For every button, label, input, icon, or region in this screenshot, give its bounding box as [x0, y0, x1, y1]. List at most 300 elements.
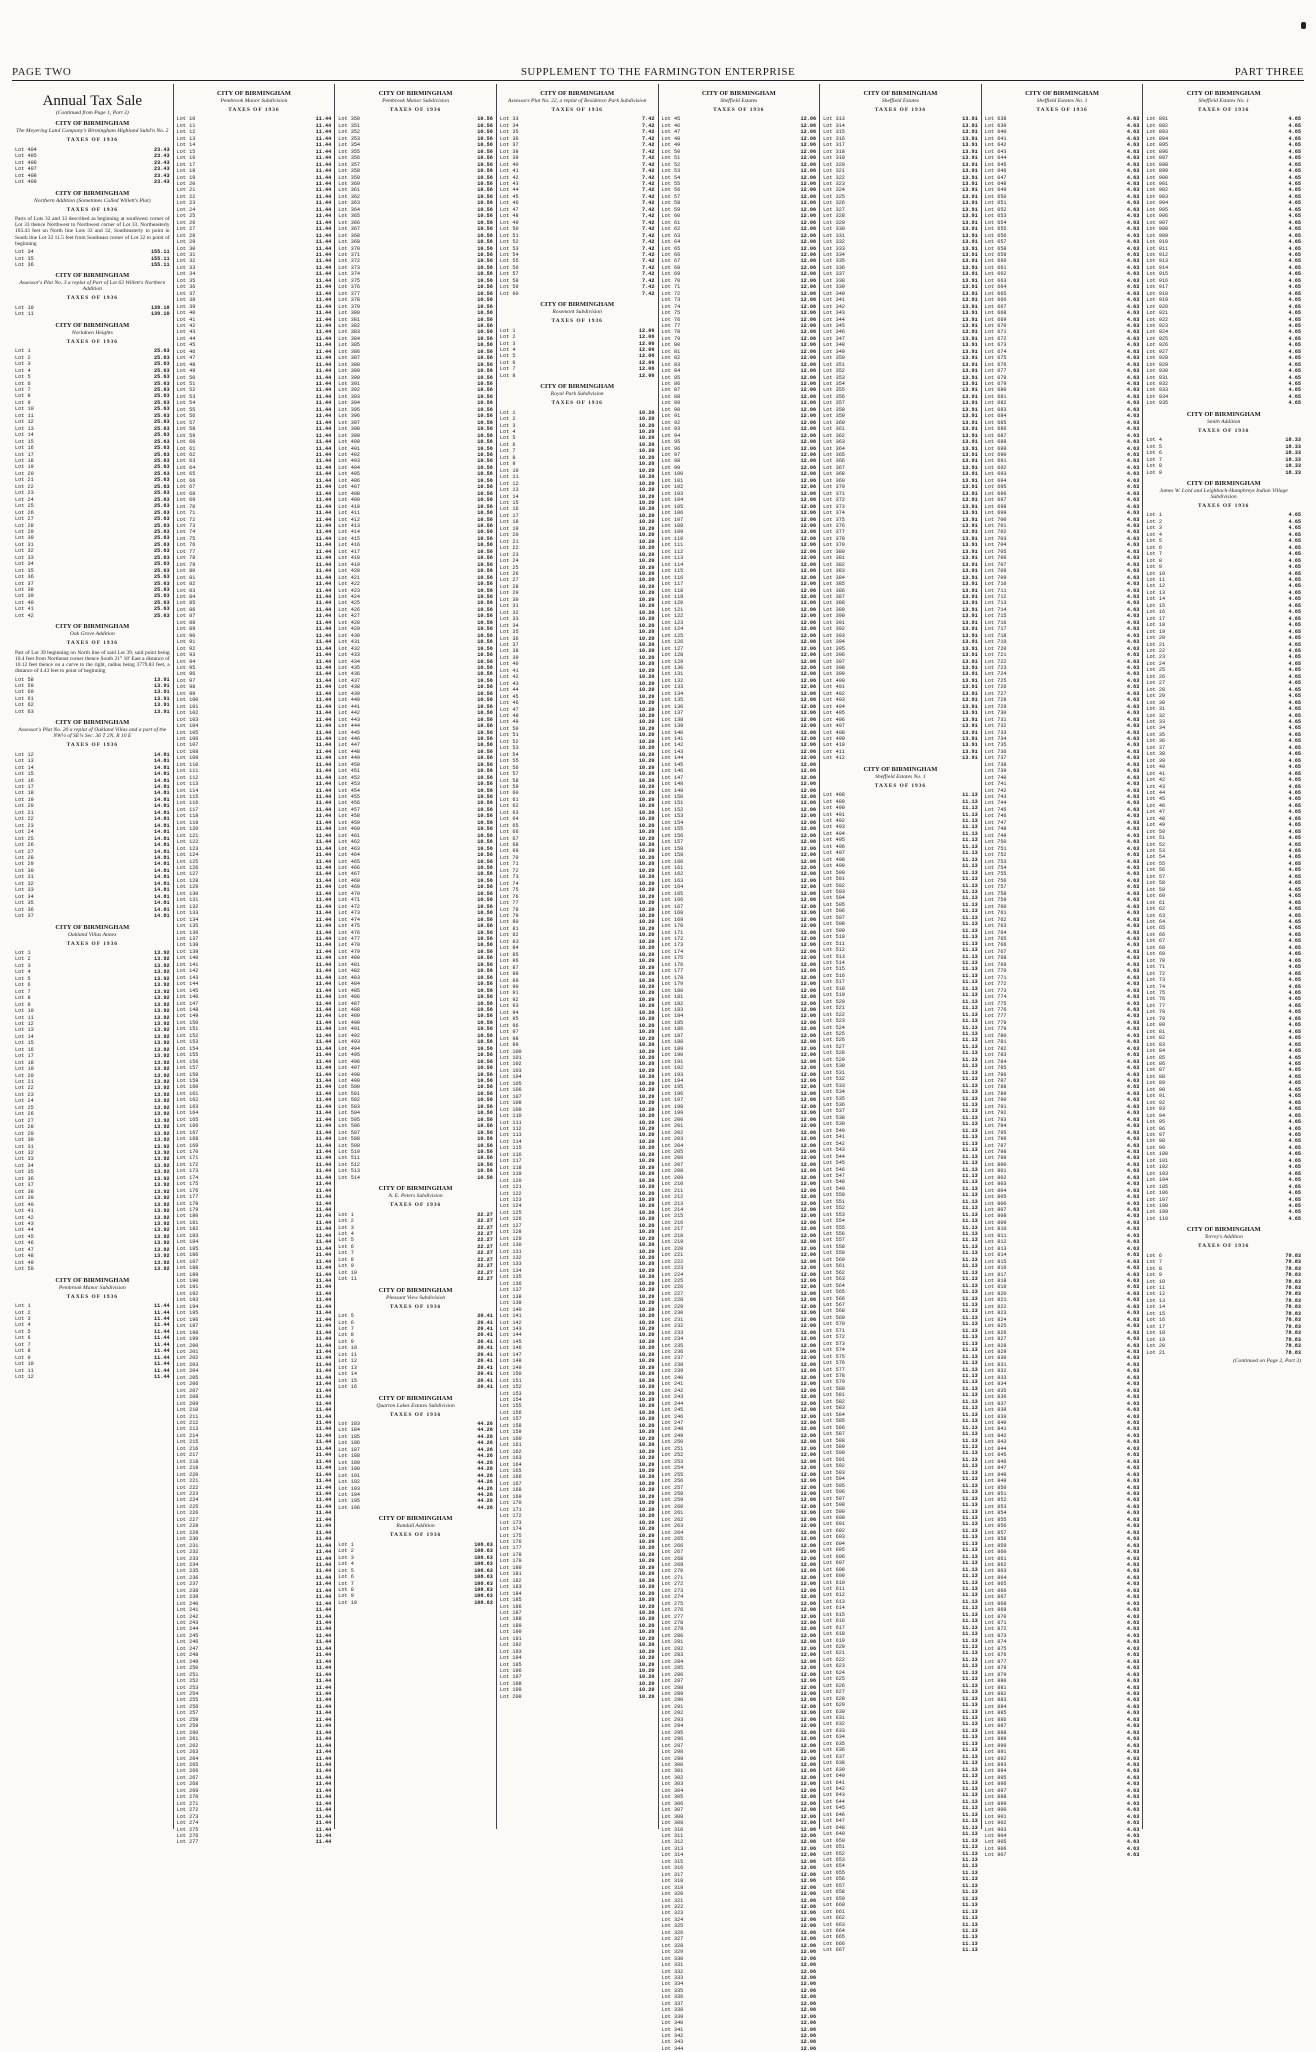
- lot-number: Lot 750: [984, 839, 1007, 846]
- lot-number: Lot 121: [499, 1184, 522, 1191]
- lot-number: Lot 7: [499, 366, 516, 373]
- lot-number: Lot 815: [984, 1258, 1007, 1265]
- lot-number: Lot 509: [823, 927, 845, 934]
- lot-number: Lot 12: [15, 419, 34, 426]
- tax-amount: 12.06: [800, 1955, 817, 1962]
- tax-amount: 13.91: [962, 471, 978, 478]
- tax-amount: 20.41: [477, 1377, 493, 1384]
- lot-number: Lot 177: [176, 1194, 199, 1201]
- lot-number: Lot 27: [15, 1117, 34, 1124]
- tax-amount: 13.92: [154, 1143, 170, 1150]
- lot-number: Lot 521: [823, 1005, 845, 1012]
- tax-amount: 11.44: [315, 1613, 332, 1620]
- lot-number: Lot 489: [823, 798, 845, 805]
- tax-amount: 13.92: [154, 1040, 170, 1047]
- tax-amount: 12.06: [800, 1568, 817, 1575]
- tax-amount: 14.81: [154, 861, 170, 868]
- tax-amount: 11.13: [962, 979, 978, 986]
- tax-amount: 10.56: [477, 632, 493, 639]
- tax-amount: 11.44: [315, 626, 332, 633]
- tax-amount: 11.13: [962, 1089, 978, 1096]
- tax-amount: 13.92: [154, 975, 170, 982]
- lot-number: Lot 794: [984, 1123, 1007, 1130]
- tax-amount: 13.91: [962, 271, 978, 278]
- tax-amount: 12.06: [800, 903, 817, 910]
- lot-number: Lot 355: [823, 387, 845, 394]
- lot-number: Lot 55: [499, 258, 519, 265]
- tax-amount: 11.44: [315, 1071, 332, 1078]
- tax-amount: 4.63: [1126, 903, 1140, 910]
- tax-amount: 4.63: [1126, 1200, 1140, 1207]
- lot-number: Lot 73: [661, 297, 681, 304]
- tax-amount: 13.92: [154, 1072, 170, 1079]
- tax-amount: 12.06: [800, 1458, 817, 1465]
- lot-number: Lot 365: [823, 452, 845, 459]
- lot-number: Lot 496: [823, 843, 845, 850]
- lot-number: Lot 572: [823, 1334, 845, 1341]
- lot-number: Lot 343: [823, 310, 845, 317]
- lot-number: Lot 717: [984, 626, 1007, 633]
- tax-amount: 10.56: [477, 703, 493, 710]
- lot-number: Lot 29: [499, 590, 519, 597]
- lot-number: Lot 730: [984, 710, 1007, 717]
- tax-amount: 11.13: [962, 1179, 978, 1186]
- tax-amount: 10.56: [477, 1052, 493, 1059]
- tax-amount: 11.13: [962, 1753, 978, 1760]
- lot-number: Lot 186: [661, 1026, 684, 1033]
- lot-number: Lot 88: [661, 393, 681, 400]
- tax-amount: 13.91: [962, 735, 978, 742]
- tax-amount: 11.44: [315, 852, 332, 859]
- tax-amount: 11.44: [315, 574, 332, 581]
- lot-number: Lot 348: [823, 342, 845, 349]
- tax-amount: 11.44: [315, 768, 332, 775]
- lot-number: Lot 90: [176, 632, 196, 639]
- lot-number: Lot 41: [176, 316, 196, 323]
- lot-number: Lot 391: [823, 619, 845, 626]
- tax-amount: 10.56: [477, 884, 493, 891]
- lot-number: Lot 368: [823, 471, 845, 478]
- tax-amount: 13.91: [962, 245, 978, 252]
- section-subdivision: Assessors Plat No. 22, a replat of Residence Park Subdivision: [507, 98, 647, 104]
- tax-amount: 11.44: [315, 1181, 332, 1188]
- lot-number: Lot 103: [176, 716, 199, 723]
- lot-number: Lot 191: [338, 1472, 361, 1479]
- lot-number: Lot 268: [176, 1781, 199, 1788]
- lot-number: Lot 24: [15, 496, 34, 503]
- tax-amount: 11.13: [962, 1347, 978, 1354]
- tax-amount: 14.81: [154, 835, 170, 842]
- lot-number: Lot 49: [661, 142, 681, 149]
- lot-number: Lot 7: [338, 1580, 354, 1587]
- lot-number: Lot 122: [661, 613, 684, 620]
- lot-number: Lot 166: [661, 897, 684, 904]
- lot-number: Lot 185: [176, 1245, 199, 1252]
- tax-amount: 25.63: [154, 438, 170, 445]
- tax-amount: 11.44: [315, 445, 332, 452]
- lot-number: Lot 354: [823, 381, 845, 388]
- tax-amount: 10.56: [477, 135, 493, 142]
- lot-number: Lot 322: [823, 174, 845, 181]
- lot-number: Lot 36: [499, 635, 519, 642]
- tax-amount: 13.92: [154, 969, 170, 976]
- lot-number: Lot 599: [823, 1508, 845, 1515]
- tax-amount: 4.63: [1126, 381, 1140, 388]
- lot-number: Lot 454: [338, 787, 361, 794]
- tax-amount: 11.13: [962, 1385, 978, 1392]
- lot-number: Lot 279: [661, 1626, 684, 1633]
- tax-amount: 4.63: [1126, 464, 1140, 471]
- tax-amount: 4.63: [1126, 1226, 1140, 1233]
- lot-number: Lot 143: [499, 1326, 522, 1333]
- lot-number: Lot 66: [176, 477, 196, 484]
- lot-number: Lot 656: [984, 232, 1007, 239]
- tax-amount: 12.06: [800, 768, 817, 775]
- tax-amount: 11.44: [315, 1581, 332, 1588]
- tax-amount: 10.56: [477, 174, 493, 181]
- tax-amount: 11.13: [962, 1456, 978, 1463]
- tax-amount: 11.44: [315, 800, 332, 807]
- tax-amount: 10.56: [477, 116, 493, 123]
- tax-amount: 4.63: [1126, 393, 1140, 400]
- lot-number: Lot 35: [15, 255, 34, 262]
- tax-amount: 108.63: [474, 1541, 493, 1548]
- lot-number: Lot 766: [984, 942, 1007, 949]
- tax-amount: 4.63: [1126, 1161, 1140, 1168]
- tax-amount: 10.20: [638, 1422, 655, 1429]
- tax-amount: 11.44: [315, 632, 332, 639]
- tax-amount: 14.81: [154, 764, 170, 771]
- lot-number: Lot 631: [823, 1715, 845, 1722]
- lot-number: Lot 103: [499, 1067, 522, 1074]
- tax-amount: 11.44: [315, 1749, 332, 1756]
- lot-number: Lot 10: [15, 406, 34, 413]
- tax-amount: 10.20: [638, 454, 655, 461]
- lot-number: Lot 683: [984, 406, 1007, 413]
- tax-amount: 12.06: [800, 1942, 817, 1949]
- lot-number: Lot 66: [661, 251, 681, 258]
- taxes-label: TAXES OF 1936: [66, 1293, 118, 1300]
- tax-amount: 11.44: [315, 845, 332, 852]
- lot-number: Lot 460: [338, 826, 361, 833]
- tax-amount: 13.91: [962, 142, 978, 149]
- tax-amount: 10.20: [638, 1577, 655, 1584]
- lot-number: Lot 7: [338, 1250, 354, 1257]
- tax-amount: 4.63: [1126, 142, 1140, 149]
- lot-number: Lot 67: [661, 258, 681, 265]
- tax-amount: 12.06: [638, 340, 655, 347]
- lot-number: Lot 265: [661, 1536, 684, 1543]
- lot-number: Lot 392: [823, 626, 845, 633]
- tax-amount: 13.91: [962, 697, 978, 704]
- lot-number: Lot 163: [176, 1103, 199, 1110]
- lot-number: Lot 64: [499, 816, 519, 823]
- tax-amount: 10.20: [638, 1616, 655, 1623]
- lot-number: Lot 444: [338, 723, 361, 730]
- tax-amount: 4.63: [1126, 871, 1140, 878]
- lot-number: Lot 65: [499, 822, 519, 829]
- lot-number: Lot 165: [176, 1116, 199, 1123]
- tax-amount: 11.44: [315, 1342, 332, 1349]
- tax-amount: 11.13: [962, 1360, 978, 1367]
- lot-number: Lot 337: [823, 271, 845, 278]
- tax-amount: 10.20: [638, 1532, 655, 1539]
- tax-amount: 4.63: [1126, 174, 1140, 181]
- lot-number: Lot 114: [499, 1138, 522, 1145]
- lot-number: Lot 383: [823, 568, 845, 575]
- lot-number: Lot 432: [338, 645, 361, 652]
- lot-number: Lot 53: [176, 393, 196, 400]
- tax-amount: 13.91: [962, 193, 978, 200]
- lot-number: Lot 112: [176, 774, 199, 781]
- tax-amount: 10.56: [477, 251, 493, 258]
- tax-amount: 11.13: [962, 1443, 978, 1450]
- lot-number: Lot 2: [338, 1218, 354, 1225]
- lot-number: Lot 25: [499, 564, 519, 571]
- tax-amount: 11.13: [962, 1644, 978, 1651]
- tax-amount: 12.06: [800, 523, 817, 529]
- lot-number: Lot 58: [15, 676, 34, 683]
- tax-amount: 10.56: [477, 987, 493, 994]
- lot-number: Lot 635: [823, 1740, 845, 1747]
- tax-amount: 11.13: [962, 1424, 978, 1431]
- lot-number: Lot 777: [984, 1013, 1007, 1020]
- tax-amount: 12.06: [800, 794, 817, 801]
- lot-number: Lot 226: [661, 1284, 684, 1291]
- lot-number: Lot 510: [338, 1148, 361, 1155]
- lot-number: Lot 130: [176, 890, 199, 897]
- tax-amount: 10.56: [477, 916, 493, 923]
- tax-amount: 4.63: [1126, 658, 1140, 665]
- lot-number: Lot 666: [823, 1940, 845, 1947]
- lot-number: Lot 232: [661, 1323, 684, 1330]
- lot-number: Lot 479: [338, 948, 361, 955]
- tax-amount: 10.56: [477, 819, 493, 826]
- lot-number: Lot 203: [661, 1136, 684, 1143]
- lot-number: Lot 500: [338, 1084, 361, 1091]
- tax-amount: 12.06: [800, 1503, 817, 1510]
- parcel-row: [662, 2046, 817, 2052]
- lot-number: Lot 12: [15, 751, 34, 758]
- tax-amount: 11.44: [315, 1142, 332, 1149]
- lot-number: Lot 679: [984, 381, 1007, 388]
- tax-amount: 12.06: [800, 606, 817, 613]
- lot-number: Lot 458: [338, 813, 361, 820]
- tax-amount: 11.44: [315, 1161, 332, 1168]
- tax-amount: 12.06: [800, 180, 817, 187]
- lot-number: Lot 498: [338, 1071, 361, 1078]
- tax-amount: 11.44: [315, 464, 332, 471]
- lot-number: Lot 174: [176, 1174, 199, 1181]
- tax-amount: 12.06: [800, 1710, 817, 1717]
- tax-amount: 11.44: [315, 239, 332, 246]
- tax-amount: 25.63: [154, 541, 170, 548]
- lot-number: Lot 52: [499, 738, 519, 745]
- lot-number: Lot 20: [176, 180, 196, 187]
- tax-amount: 10.56: [477, 645, 493, 652]
- tax-amount: 4.63: [1126, 232, 1140, 239]
- tax-amount: 10.20: [638, 1138, 655, 1145]
- tax-amount: 11.44: [315, 342, 332, 349]
- lot-number: Lot 159: [661, 852, 684, 859]
- lot-number: Lot 374: [823, 510, 845, 517]
- tax-amount: 10.56: [477, 606, 493, 613]
- tax-amount: 10.20: [638, 796, 655, 803]
- lot-number: Lot 38: [15, 1188, 34, 1195]
- tax-amount: 13.91: [962, 652, 978, 659]
- lot-number: Lot 238: [176, 1587, 199, 1594]
- lot-number: Lot 151: [661, 800, 684, 807]
- tax-amount: 12.06: [800, 1858, 817, 1865]
- lot-number: Lot 5: [499, 435, 516, 442]
- tax-amount: 10.20: [638, 1584, 655, 1591]
- tax-amount: 10.56: [477, 568, 493, 575]
- lot-number: Lot 620: [823, 1644, 845, 1651]
- lot-number: Lot 8: [15, 393, 31, 400]
- tax-amount: 11.13: [962, 1024, 978, 1031]
- lot-number: Lot 69: [499, 848, 519, 855]
- tax-amount: 13.91: [962, 290, 978, 297]
- tax-amount: 11.13: [962, 940, 978, 947]
- lot-number: Lot 130: [499, 1242, 522, 1249]
- tax-amount: 12.06: [800, 2026, 817, 2033]
- tax-amount: 10.56: [477, 419, 493, 426]
- lot-number: Lot 147: [499, 1351, 522, 1358]
- tax-amount: 12.06: [800, 819, 817, 826]
- lot-number: Lot 334: [823, 251, 845, 258]
- tax-amount: 11.13: [962, 1676, 978, 1683]
- publication-title: SUPPLEMENT TO THE FARMINGTON ENTERPRISE: [520, 66, 796, 78]
- lot-number: Lot 597: [823, 1495, 845, 1502]
- lot-number: Lot 30: [15, 867, 34, 874]
- tax-amount: 11.13: [962, 1314, 978, 1321]
- lot-number: Lot 625: [823, 1676, 845, 1683]
- tax-amount: 11.44: [315, 1587, 332, 1594]
- tax-amount: 10.56: [477, 961, 493, 968]
- lot-number: Lot 173: [661, 942, 684, 949]
- tax-amount: 12.06: [800, 800, 817, 807]
- lot-number: Lot 660: [823, 1902, 845, 1909]
- tax-amount: 4.63: [1126, 968, 1140, 975]
- lot-number: Lot 37: [15, 1182, 34, 1189]
- lot-number: Lot 5: [15, 975, 31, 982]
- tax-amount: 12.06: [800, 419, 817, 426]
- tax-amount: 11.13: [962, 1760, 978, 1767]
- tax-amount: 11.44: [315, 1394, 332, 1401]
- lot-number: Lot 29: [15, 528, 34, 535]
- tax-amount: 108.63: [474, 1580, 493, 1587]
- lot-number: Lot 33: [176, 264, 196, 271]
- lot-number: Lot 505: [338, 1116, 361, 1123]
- lot-number: Lot 277: [176, 1839, 199, 1846]
- lot-number: Lot 125: [499, 1209, 522, 1216]
- tax-amount: 7.42: [642, 277, 655, 284]
- tax-amount: 10.56: [477, 413, 493, 420]
- tax-amount: 11.44: [315, 871, 332, 878]
- lot-number: Lot 536: [823, 1101, 845, 1108]
- lot-number: Lot 91: [661, 413, 681, 420]
- lot-number: Lot 386: [823, 587, 845, 594]
- lot-number: Lot 216: [661, 1219, 684, 1226]
- lot-number: Lot 317: [823, 142, 845, 149]
- tax-amount: 11.44: [315, 1400, 332, 1407]
- tax-amount: 11.44: [315, 1594, 332, 1601]
- tax-amount: 10.20: [638, 880, 655, 887]
- tax-amount: 13.92: [154, 1233, 170, 1240]
- tax-amount: 12.06: [638, 359, 655, 366]
- tax-amount: 11.44: [315, 1239, 332, 1246]
- tax-amount: 11.13: [962, 1915, 978, 1922]
- lot-number: Lot 724: [984, 671, 1007, 678]
- tax-amount: 11.44: [315, 1639, 332, 1646]
- tax-amount: 10.20: [638, 1474, 655, 1481]
- tax-amount: 11.13: [962, 1489, 978, 1496]
- tax-amount: 12.06: [800, 1000, 817, 1007]
- lot-number: Lot 20: [15, 470, 34, 477]
- lot-number: Lot 254: [176, 1691, 199, 1698]
- tax-amount: 11.44: [315, 1297, 332, 1304]
- lot-number: Lot 805: [984, 1194, 1007, 1201]
- tax-amount: 12.06: [800, 1142, 817, 1149]
- tax-amount: 10.56: [477, 1168, 493, 1175]
- lot-number: Lot 269: [661, 1561, 684, 1568]
- lot-number: Lot 154: [176, 1045, 199, 1052]
- lot-number: Lot 624: [823, 1669, 845, 1676]
- tax-amount: 13.91: [962, 452, 978, 459]
- lot-number: Lot 166: [176, 1123, 199, 1130]
- lot-number: Lot 68: [176, 490, 196, 497]
- tax-amount: 7.42: [642, 142, 655, 149]
- tax-amount: 4.63: [1126, 516, 1140, 523]
- lot-number: Lot 27: [15, 516, 34, 523]
- tax-amount: 12.06: [800, 1981, 817, 1988]
- tax-amount: 13.91: [962, 200, 978, 207]
- lot-number: Lot 11: [15, 311, 34, 318]
- tax-amount: 11.44: [315, 1561, 332, 1568]
- tax-amount: 4.63: [1126, 239, 1140, 246]
- tax-amount: 12.06: [800, 1316, 817, 1323]
- parcel-row: [15, 311, 170, 317]
- lot-number: Lot 133: [176, 910, 199, 917]
- column-1: [12, 84, 174, 1829]
- lot-number: Lot 494: [823, 830, 845, 837]
- lot-number: Lot 455: [338, 794, 361, 801]
- lot-number: Lot 138: [661, 716, 684, 723]
- lot-number: Lot 180: [661, 987, 684, 994]
- tax-amount: 10.20: [638, 1171, 655, 1178]
- lot-number: Lot 358: [338, 168, 361, 175]
- lot-number: Lot 42: [499, 674, 519, 681]
- tax-amount: 12.06: [800, 445, 817, 452]
- tax-amount: 12.06: [800, 2045, 817, 2052]
- lot-number: Lot 132: [176, 903, 199, 910]
- tax-amount: 4.63: [1126, 1355, 1140, 1362]
- tax-amount: 12.06: [800, 1361, 817, 1368]
- tax-amount: 10.56: [477, 858, 493, 865]
- lot-number: Lot 453: [338, 781, 361, 788]
- tax-amount: 10.20: [638, 1280, 655, 1287]
- lot-number: Lot 4: [15, 969, 31, 976]
- lot-number: Lot 650: [823, 1837, 845, 1844]
- lot-number: Lot 209: [661, 1174, 684, 1181]
- lot-number: Lot 602: [823, 1527, 845, 1534]
- tax-amount: 11.13: [962, 1715, 978, 1722]
- tax-amount: 13.91: [962, 116, 978, 123]
- lot-number: Lot 674: [984, 348, 1007, 355]
- lot-number: Lot 331: [823, 232, 845, 239]
- lot-number: Lot 503: [338, 1103, 361, 1110]
- tax-amount: 12.06: [800, 1148, 817, 1155]
